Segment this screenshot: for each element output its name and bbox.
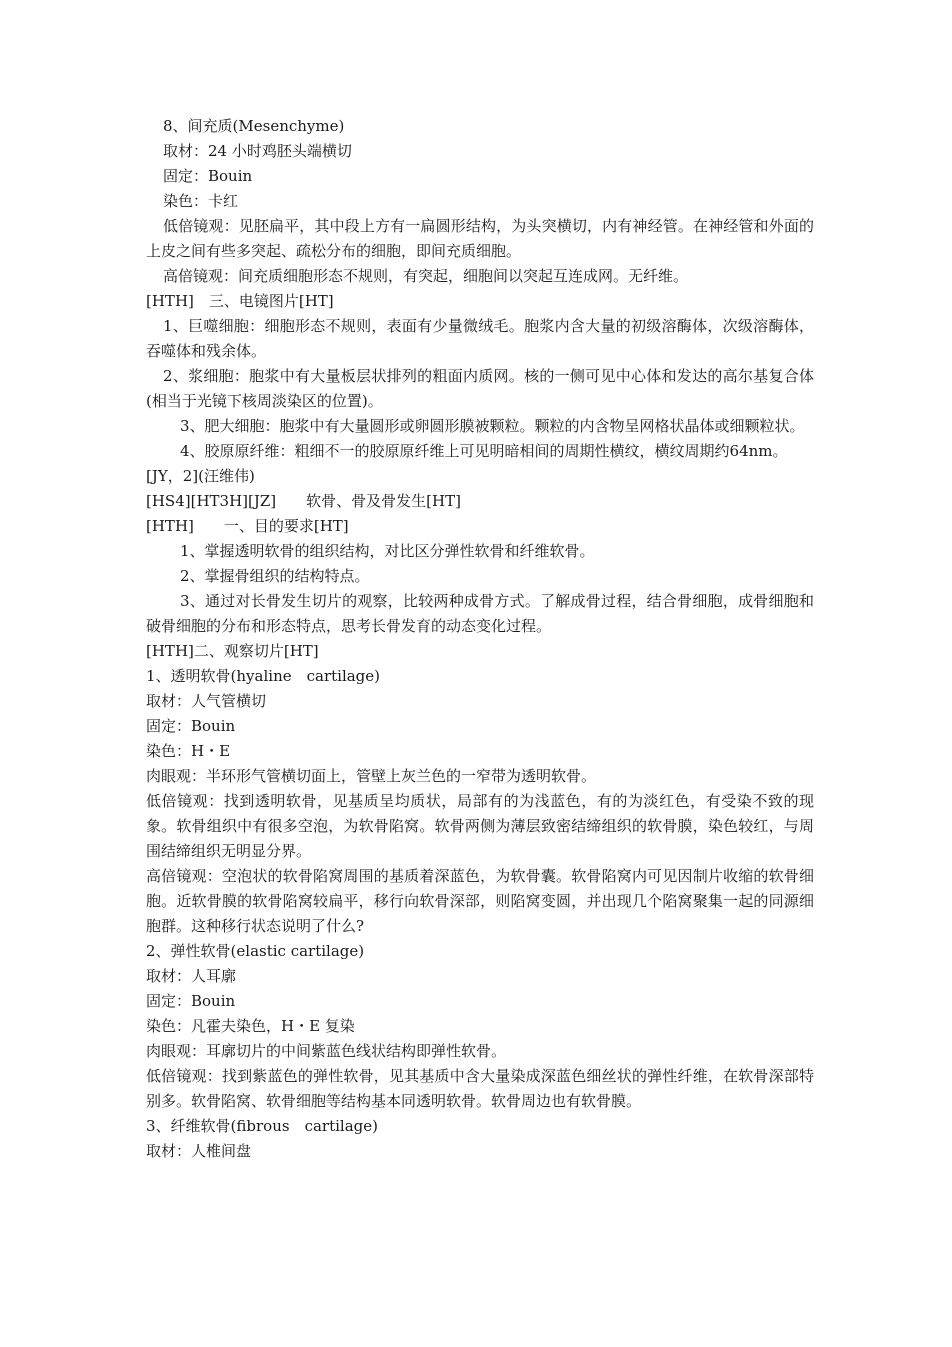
text-line: 1、掌握透明软骨的组织结构，对比区分弹性软骨和纤维软骨。 xyxy=(180,542,595,560)
text-line: 1、透明软骨(hyaline cartilage) xyxy=(146,667,381,685)
document-body xyxy=(146,114,814,1164)
text-line: 固定：Bouin xyxy=(146,992,236,1010)
text-line: 取材：人气管横切 xyxy=(146,692,267,710)
text-paragraph: 低倍镜观：找到透明软骨，见基质呈均质状，局部有的为浅蓝色，有的为淡红色，有受染不致的现象。软骨组织中有很多空泡，为软骨陷窝。软骨两侧为薄层致密结缔组织的软骨膜，染色较红，与周围结缔组织无明显分界。 xyxy=(146,792,814,860)
text-line: 肉眼观：耳廓切片的中间紫蓝色线状结构即弹性软骨。 xyxy=(146,1042,507,1060)
text-paragraph: 3、通过对长骨发生切片的观察，比较两种成骨方式。了解成骨过程，结合骨细胞，成骨细胞和破骨细胞的分布和形态特点，思考长骨发育的动态变化过程。 xyxy=(146,592,814,635)
text-line: 2、掌握骨组织的结构特点。 xyxy=(180,567,370,585)
text-paragraph: 4、胶原原纤维：粗细不一的胶原原纤维上可见明暗相间的周期性横纹，横纹周期约64nm。 xyxy=(180,442,788,460)
text-paragraph: 低倍镜观：见胚扁平，其中段上方有一扁圆形结构，为头突横切，内有神经管。在神经管和外面的上皮之间有些多突起、疏松分布的细胞，即间充质细胞。 xyxy=(146,217,814,260)
text-line: [JY，2](汪维伟) xyxy=(146,467,255,485)
text-line: 8、间充质(Mesenchyme) xyxy=(163,117,345,135)
text-line: 取材：人椎间盘 xyxy=(146,1142,252,1160)
text-line: 染色：凡霍夫染色，H・E 复染 xyxy=(146,1017,355,1035)
text-line: 高倍镜观：间充质细胞形态不规则，有突起，细胞间以突起互连成网。无纤维。 xyxy=(163,267,689,285)
text-line: 取材：24 小时鸡胚头端横切 xyxy=(163,142,352,160)
text-paragraph: 1、巨噬细胞：细胞形态不规则，表面有少量微绒毛。胞浆内含大量的初级溶酶体，次级溶酶体，吞噬体和残余体。 xyxy=(146,317,814,360)
text-paragraph: 高倍镜观：空泡状的软骨陷窝周围的基质着深蓝色，为软骨囊。软骨陷窝内可见因制片收缩的软骨细胞。近软骨膜的软骨陷窝较扁平，移行向软骨深部，则陷窝变圆，并出现几个陷窝聚集一起的同源细胞群。这种移行状态说明了什么? xyxy=(146,867,814,935)
text-line: 肉眼观：半环形气管横切面上，管壁上灰兰色的一窄带为透明软骨。 xyxy=(146,767,597,785)
text-paragraph: 低倍镜观：找到紫蓝色的弹性软骨，见其基质中含大量染成深蓝色细丝状的弹性纤维，在软骨深部特别多。软骨陷窝、软骨细胞等结构基本同透明软骨。软骨周边也有软骨膜。 xyxy=(146,1067,814,1110)
text-line: 取材：人耳廓 xyxy=(146,967,237,985)
text-paragraph: 2、浆细胞：胞浆中有大量板层状排列的粗面内质网。核的一侧可见中心体和发达的高尔基复合体(相当于光镜下核周淡染区的位置)。 xyxy=(146,367,814,410)
text-line: [HTH]二、观察切片[HT] xyxy=(146,642,319,660)
text-line: 染色：卡红 xyxy=(163,192,239,210)
text-line: [HTH] 一、目的要求[HT] xyxy=(146,517,349,535)
text-line: 3、纤维软骨(fibrous cartilage) xyxy=(146,1117,378,1135)
text-line: [HS4][HT3H][JZ] 软骨、骨及骨发生[HT] xyxy=(146,492,461,510)
text-paragraph: 3、肥大细胞：胞浆中有大量圆形或卵圆形膜被颗粒。颗粒的内含物呈网格状晶体或细颗粒状。 xyxy=(180,417,805,435)
text-line: 染色：H・E xyxy=(146,742,231,760)
text-line: 固定：Bouin xyxy=(163,167,253,185)
text-line: [HTH] 三、电镜图片[HT] xyxy=(146,292,334,310)
text-line: 固定：Bouin xyxy=(146,717,236,735)
text-line: 2、弹性软骨(elastic cartilage) xyxy=(146,942,365,960)
